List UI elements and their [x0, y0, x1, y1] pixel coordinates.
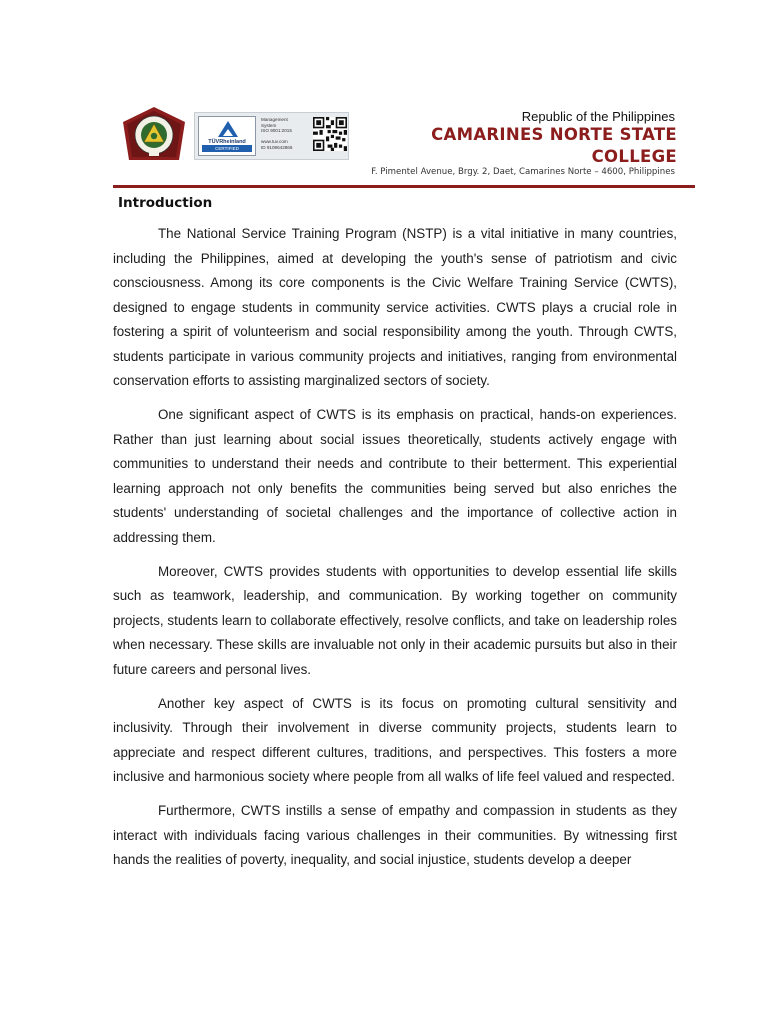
college-seal-logo — [121, 106, 187, 164]
cert-line: System — [261, 122, 277, 128]
cert-details — [261, 117, 309, 151]
paragraph: Another key aspect of CWTS is its focus on promoting cultural sensitivity and inclusivity. Through their involvement in diverse community projects, students learn to appreciate and respect different cultures, traditions, and perspectives. This fosters a more inclusive and harmonious society where people from all walks of life feel valued and respected. — [113, 695, 677, 784]
tuv-certified-logo — [198, 116, 256, 156]
cert-line: ID 9108642866 — [261, 144, 293, 150]
republic-label: Republic of the Philippines — [521, 109, 675, 124]
section-heading: Introduction — [118, 195, 213, 211]
letterhead — [113, 104, 695, 188]
college-name-line2: COLLEGE — [591, 147, 677, 166]
paragraph: Furthermore, CWTS instills a sense of empathy and compassion in students as they interact with individuals facing various challenges in their communities. By witnessing first hands the realities of poverty, inequality, and social injustice, students develop a deeper — [113, 803, 677, 867]
college-name-line1: CAMARINES NORTE STATE — [431, 125, 677, 144]
college-name — [397, 124, 677, 168]
document-body — [113, 222, 677, 882]
paragraph: Moreover, CWTS provides students with opportunities to develop essential life skills such as teamwork, leadership, and communication. By working together on community projects, students learn to collaborate effectively, resolve conflicts, and take on leadership roles when necessary. These skills are invaluable not only in their academic pursuits but also in their future careers and personal lives. — [113, 563, 677, 677]
cert-line: ISO 9001:2015 — [261, 128, 292, 134]
cert-line: Management — [261, 117, 288, 122]
header-divider — [113, 185, 695, 188]
paragraph: One significant aspect of CWTS is its emphasis on practical, hands-on experiences. Rather than just learning about social issues theoretically, students actively engage with communities to understand their needs and contribute to their betterment. This experiential learning approach not only benefits the communities being served but also enriches the students' understanding of societal challenges and the importance of collective action in addressing them. — [113, 407, 677, 545]
iso-certification-badge — [194, 112, 349, 160]
cert-label: CERTIFIED — [202, 145, 252, 152]
paragraph: The National Service Training Program (NSTP) is a vital initiative in many countries, including the Philippines, aimed at developing the youth's sense of patriotism and civic consciousness. Among its core components is the Civic Welfare Training Service (CWTS), designed to engage students in community service activities. CWTS plays a crucial role in fostering a spirit of volunteerism and social responsibility among the youth. Through CWTS, students participate in various community projects and initiatives, ranging from environmental conservation efforts to assisting marginalized sectors of society. — [113, 226, 677, 388]
college-address: F. Pimentel Avenue, Brgy. 2, Daet, Camarines Norte – 4600, Philippines — [371, 167, 675, 177]
qr-code-icon — [313, 117, 347, 151]
cert-line: www.tuv.com — [261, 139, 288, 145]
cert-brand: TÜVRheinland — [208, 139, 246, 145]
